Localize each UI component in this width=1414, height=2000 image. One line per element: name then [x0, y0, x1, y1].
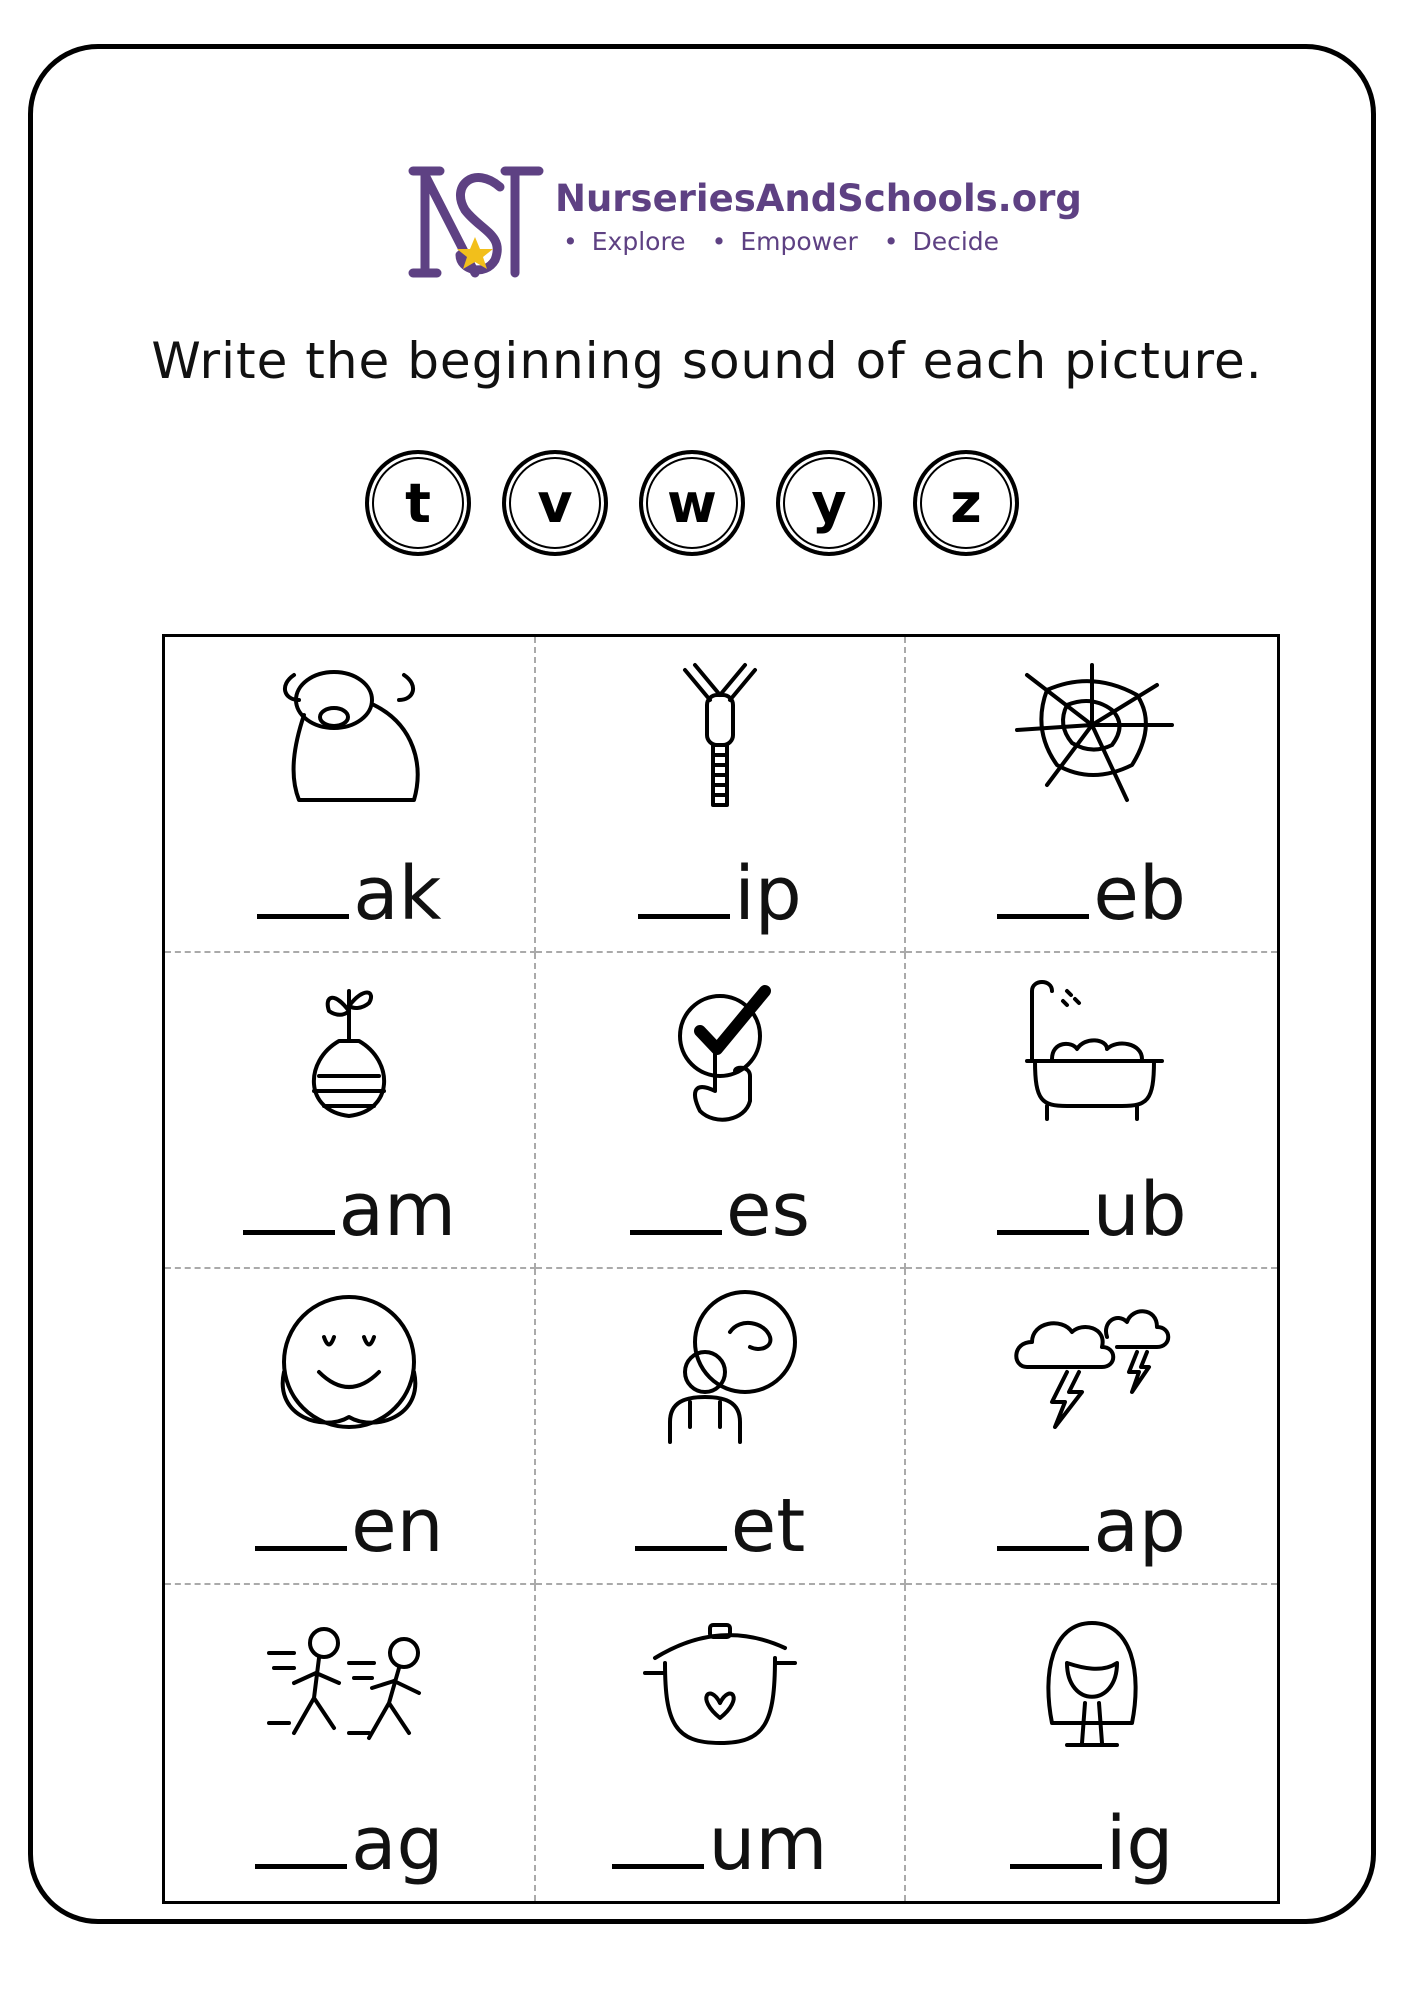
- grid-cell: [165, 1585, 536, 1901]
- word-blank[interactable]: [165, 1801, 534, 1887]
- word-ending: ak: [353, 851, 442, 937]
- word-blank[interactable]: [906, 1801, 1277, 1887]
- grid-cell: [906, 953, 1277, 1269]
- word-blank[interactable]: [165, 1483, 534, 1569]
- web-icon: [1007, 655, 1177, 815]
- grid-cell: [165, 1269, 536, 1585]
- yak-icon: [264, 655, 434, 815]
- yam-icon: [264, 971, 434, 1131]
- answer-blank[interactable]: [1010, 1864, 1102, 1869]
- grid-cell: [906, 1585, 1277, 1901]
- logo-tagline: [563, 227, 999, 256]
- tagline-item: • Explore: [563, 227, 686, 256]
- word-blank[interactable]: [906, 851, 1277, 937]
- grid-cell: [906, 637, 1277, 953]
- word-blank[interactable]: [906, 1483, 1277, 1569]
- answer-blank[interactable]: [255, 1546, 347, 1551]
- tub-icon: [1007, 971, 1177, 1131]
- answer-blank[interactable]: [257, 914, 349, 919]
- logo: [405, 165, 1082, 285]
- letter-bubble: z: [913, 450, 1019, 556]
- answer-blank[interactable]: [997, 914, 1089, 919]
- word-ending: ig: [1105, 1801, 1174, 1887]
- word-ending: es: [725, 1167, 811, 1253]
- zap-storm-icon: [1007, 1287, 1177, 1447]
- zipper-icon: [635, 655, 805, 815]
- word-blank[interactable]: [536, 1483, 905, 1569]
- logo-title: NurseriesAndSchools.org: [555, 177, 1082, 220]
- grid-cell: [536, 1585, 907, 1901]
- word-ending: am: [338, 1167, 457, 1253]
- answer-blank[interactable]: [243, 1230, 335, 1235]
- answer-blank[interactable]: [630, 1230, 722, 1235]
- grid-cell: [536, 637, 907, 953]
- grid-cell: [165, 953, 536, 1269]
- word-ending: ub: [1092, 1167, 1187, 1253]
- grid-cell: [906, 1269, 1277, 1585]
- answer-blank[interactable]: [635, 1546, 727, 1551]
- word-ending: et: [730, 1483, 806, 1569]
- ns-logo-mark-icon: [405, 165, 545, 280]
- word-ending: ip: [734, 851, 802, 937]
- tag-running-icon: [264, 1603, 434, 1763]
- letter-bubble: w: [639, 450, 745, 556]
- word-blank[interactable]: [536, 1167, 905, 1253]
- word-blank[interactable]: [906, 1167, 1277, 1253]
- answer-blank[interactable]: [612, 1864, 704, 1869]
- zen-face-icon: [264, 1287, 434, 1447]
- word-blank[interactable]: [165, 851, 534, 937]
- answer-blank[interactable]: [255, 1864, 347, 1869]
- answer-blank[interactable]: [638, 914, 730, 919]
- picture-grid: [162, 634, 1280, 1904]
- word-ending: eb: [1093, 851, 1186, 937]
- word-ending: en: [351, 1483, 444, 1569]
- grid-cell: [536, 1269, 907, 1585]
- word-blank[interactable]: [536, 1801, 905, 1887]
- instructions: Write the beginning sound of each picture.: [151, 332, 1263, 390]
- grid-cell: [536, 953, 907, 1269]
- word-blank[interactable]: [536, 851, 905, 937]
- tagline-item: • Decide: [884, 227, 999, 256]
- letter-bubble: t: [365, 450, 471, 556]
- yes-checkmark-icon: [635, 971, 805, 1131]
- letter-bank: [365, 450, 1019, 556]
- answer-blank[interactable]: [997, 1230, 1089, 1235]
- wig-icon: [1007, 1603, 1177, 1763]
- answer-blank[interactable]: [997, 1546, 1089, 1551]
- word-ending: um: [708, 1801, 828, 1887]
- vet-icon: [635, 1287, 805, 1447]
- word-ending: ag: [351, 1801, 444, 1887]
- word-ending: ap: [1093, 1483, 1186, 1569]
- yum-pot-icon: [635, 1603, 805, 1763]
- word-blank[interactable]: [165, 1167, 534, 1253]
- letter-bubble: v: [502, 450, 608, 556]
- tagline-item: • Empower: [712, 227, 858, 256]
- grid-cell: [165, 637, 536, 953]
- letter-bubble: y: [776, 450, 882, 556]
